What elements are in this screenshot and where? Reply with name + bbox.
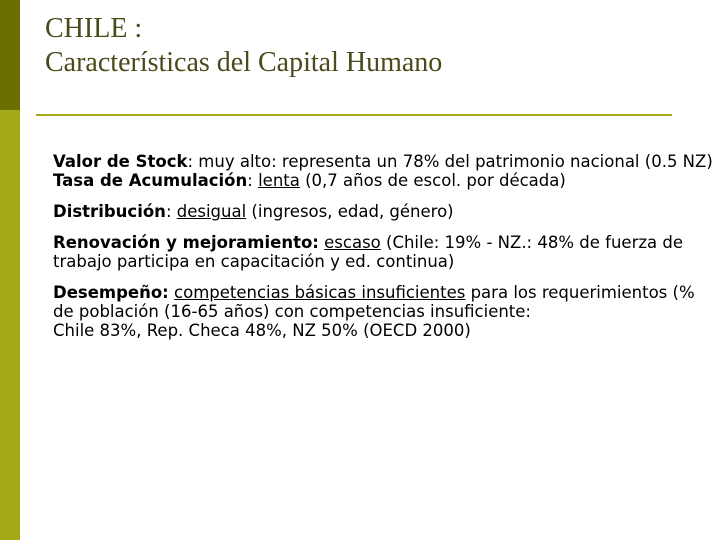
- distribucion-label: Distribución: [53, 202, 166, 221]
- slide-title-line-1: CHILE :: [45, 13, 143, 44]
- stock-text: : muy alto: representa un 78% del patrimonio nacional (0.5 NZ): [187, 152, 713, 171]
- acumulacion-detail: (0,7 años de escol. por década): [299, 171, 566, 190]
- acumulacion-value: lenta: [258, 171, 300, 190]
- desempeno-figures: Chile 83%, Rep. Checa 48%, NZ 50% (OECD 2000): [53, 321, 471, 340]
- renovacion-paragraph: [53, 233, 713, 271]
- acumulacion-label: Tasa de Acumulación: [53, 171, 248, 190]
- slide-body: [53, 152, 713, 340]
- desempeno-detail: para los requerimientos (% de población (16-65 años) con competencias insuficiente:: [53, 283, 695, 321]
- slide-title-line-2: Características del Capital Humano: [45, 47, 443, 78]
- renovacion-label: Renovación y mejoramiento:: [53, 233, 319, 252]
- distribucion-value: desigual: [176, 202, 247, 221]
- renovacion-value: escaso: [324, 233, 381, 252]
- desempeno-label: Desempeño:: [53, 283, 169, 302]
- desempeno-paragraph: [53, 283, 713, 321]
- stock-label: Valor de Stock: [53, 152, 188, 171]
- renovacion-detail: (Chile: 19% - NZ.: 48% de fuerza de trabajo participa en capacitación y ed. continua): [53, 233, 683, 271]
- distribucion-sep: :: [165, 202, 177, 221]
- acumulacion-paragraph: [53, 171, 713, 190]
- stock-paragraph: [53, 152, 713, 171]
- accent-bar-bottom: [0, 110, 20, 540]
- title-divider: [36, 114, 672, 116]
- acumulacion-sep: :: [247, 171, 259, 190]
- distribucion-detail: (ingresos, edad, género): [246, 202, 454, 221]
- distribucion-paragraph: [53, 202, 713, 221]
- desempeno-value: competencias básicas insuficientes: [174, 283, 466, 302]
- accent-bar-top: [0, 0, 20, 110]
- slide-title: [45, 12, 442, 80]
